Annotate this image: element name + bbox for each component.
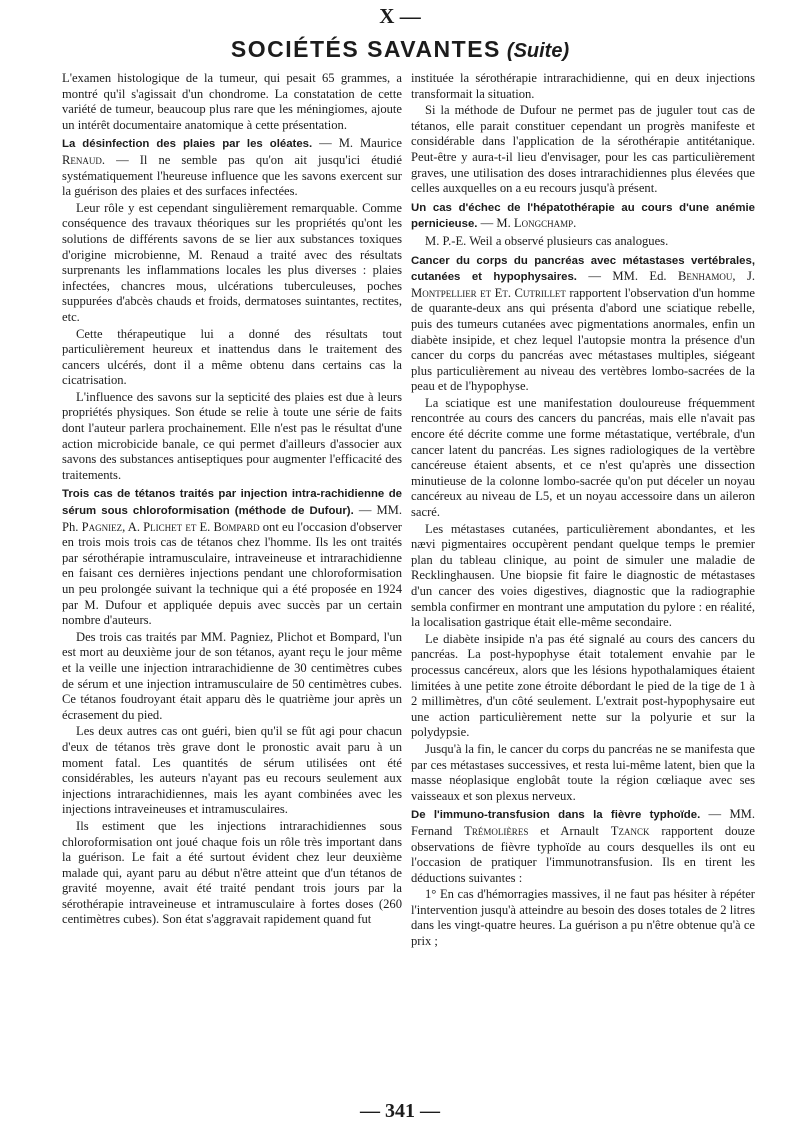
section-author-prefix: — MM. Ed.: [576, 269, 678, 284]
section-heading: Cancer du corps du pancréas avec métastases vertébrales, cutanées et hypophysaires.: [411, 254, 755, 284]
paragraph: M. P.-E. Weil a observé plusieurs cas analogues.: [425, 233, 669, 248]
section-author-prefix: — MM. Ph.: [62, 503, 402, 534]
section-author: Benhamou, J. Montpellier et Et. Cutrillet: [411, 269, 755, 300]
section-immuno-transfusion: [411, 807, 755, 886]
section-author: Tzanck: [610, 823, 650, 838]
left-column: [62, 71, 402, 1101]
paragraph: Le diabète insipide n'a pas été signalé au cours des cancers du pancréas. La post-hypophyse était totalement envahie par le processus cancéreux, alors que les lésions hypothalamiques étaient limitées à une petite zone étroite débordant le pied de la tige de 1 à 2 millimètres, d'un côté seulement. L'extrait post-hypophysaire eut une action particulièrement nette sur la polyurie et sur la polydypsie.: [411, 631, 755, 740]
section-heading: Trois cas de tétanos traités par injection intra-rachidienne de sérum sous chloroformisation (méthode de Dufour).: [62, 488, 402, 518]
section-author: Trémolières: [464, 823, 529, 838]
paragraph: Ils estiment que les injections intrarachidiennes sous chloroformisation ont joué chaque fois un rôle très important dans la guérison. Le fait a été surtout évident chez leur deuxième malade qui, ayant paru au début n'être atteint que d'un tétanos de gravité moyenne, avait été traité pendant trois jours par la sérothérapie intraveineuse et intramusculaire à fortes doses (260 centimètres cubes). Son état s'aggravait rapidement quand fut: [62, 818, 402, 927]
paragraph: Jusqu'à la fin, le cancer du corps du pancréas ne se manifesta que par ces métastases successives, et resta lui-même latent, bien que la masse néoplasique englobât toute la région cœliaque avec ses vaisseaux et son plexus nerveux.: [411, 741, 755, 803]
section-author-prefix: — MM. Fernand: [411, 807, 755, 838]
section-text: ont eu l'occasion d'observer en trois mois trois cas de tétanos chez l'homme. Ils les ont traités par sérothérapie intramusculaire, intraveineuse et intrarachidienne en faisant ces dernières injections pendant une chloroformisation un peu prolongée suivant la technique qui a été proposée en 1924 par M. Dufour et appliquée depuis avec succès par un certain nombre d'auteurs.: [62, 519, 402, 628]
section-text: rapportent l'observation d'un homme de quarante-deux ans qui présenta d'abord une sciatique rebelle, puis des tumeurs cutanées avec pigmentations anormales, enfin un diabète insipide, et chez lequel l'autopsie montra la présence d'un cancer du corps du pancréas avec métastases multiples, siégeant plus particulièrement au niveau des vertèbres lombo-sacrées de la peau et de l'hypophyse.: [411, 285, 755, 394]
paragraph: Les deux autres cas ont guéri, bien qu'il se fût agi pour chacun d'eux de tétanos très grave dont le pronostic avait paru à un moment fatal. Les quantités de sérum utilisées ont été considérables, les auteurs n'ayant pas eu recours seulement aux injections intrarachidiennes, mais les ayant combinées avec les injections intraveineuses et intramusculaires.: [62, 724, 402, 817]
section-hepatotherapie: [411, 200, 755, 233]
page-number: — 341 —: [360, 1100, 440, 1122]
paragraph: Si la méthode de Dufour ne permet pas de juguler tout cas de tétanos, elle parait constituer cependant un progrès manifeste et considérable dans l'application de la sérothérapie antitétanique. Peut-être y aura-t-il lieu d'envisager, pour les cas particulièrement graves, une utilisation des doses intrarachidiennes plus élevées que celles auxquelles on a eu recours jusqu'à présent.: [411, 103, 755, 196]
section-author: Pagniez, A. Plichet et E. Bompard: [81, 519, 260, 534]
page-title-suite: (Suite): [506, 40, 570, 62]
section-tumeur-oleates: [62, 136, 402, 199]
section-heading: Un cas d'échec de l'hépatothérapie au cours d'une anémie pernicieuse.: [411, 201, 755, 231]
paragraph: Leur rôle y est cependant singulièrement remarquable. Comme conséquence des travaux théoriques sur les propriétés qu'ont les solutions de différents savons de se lier aux substances toxiques d'origine microbienne, M. Renaud a traité avec des résultats surprenants les inflammations locales les plus diverses : plaies infectées, chancres mous, ulcérations tuberculeuses, poches suppurées d'abcès chauds et froids, dermatoses suintantes, rectites, etc.: [62, 200, 402, 324]
section-author-prefix: — M.: [477, 216, 514, 231]
section-author-joiner: et Arnault: [528, 823, 611, 838]
section-author: Renaud: [62, 152, 102, 167]
right-column: [411, 71, 755, 1101]
section-author-prefix: — M. Maurice: [319, 136, 402, 151]
section-end: .: [573, 216, 577, 231]
paragraph: Les métastases cutanées, particulièrement abondantes, et les nævi pigmentaires occupèrent pendant quelque temps le premier plan du tableau clinique, au point de simuler une maladie de Recklinghausen. Une biopsie fit faire le diagnostic de métastases d'un cancer des voies digestives, diagnostic que la radiographie sembla confirmer en montrant une amputation du pylore : en réalité, la localisation gastrique était elle-même secondaire.: [411, 521, 755, 630]
paragraph: L'influence des savons sur la septicité des plaies est due à leurs propriétés physiques. Son étude se relie à toute une série de faits dont l'auteur parlera prochainement. Elle n'est pas le résultat d'une action microbicide banale, ce qui permet d'ailleurs d'associer aux savons des substances antiseptiques pour augmenter l'efficacité des traitements.: [62, 389, 402, 482]
page-title: [0, 36, 800, 63]
section-text: rapportent douze observations de fièvre typhoïde au cours desquelles ils ont eu l'occasion de pratiquer l'immunotransfusion. Ils en tirent les déductions suivantes :: [411, 823, 755, 885]
section-pancreas: [411, 253, 755, 395]
paragraph: 1° En cas d'hémorragies massives, il ne faut pas hésiter à répéter l'intervention jusqu'à atteindre au besoin des doses totales de 2 litres dans les vingt-quatre heures. La guérison a pu n'être obtenue qu'à ce prix ;: [411, 887, 755, 949]
paragraph: Cette thérapeutique lui a donné des résultats tout particulièrement heureux et inattendus dans le traitement des cancers ulcérés, dont il a même obtenu dans certains cas la cicatrisation.: [62, 326, 402, 388]
page-title-text: SOCIÉTÉS SAVANTES: [230, 36, 501, 62]
section-mark: X —: [379, 4, 421, 28]
paragraph: L'examen histologique de la tumeur, qui pesait 65 grammes, a montré qu'il s'agissait d'un chondrome. La constatation de cette variété de tumeur, beaucoup plus rare que les méningiomes, ajoute un intérêt documentaire anatomique à cette présentation.: [62, 71, 402, 132]
section-tetanos: [62, 486, 402, 628]
section-author: Longchamp: [513, 216, 574, 231]
paragraph: La sciatique est une manifestation douloureuse fréquemment rencontrée au cours des cancers du pancréas, mais elle n'avait pas encore été décrite comme une forme métastatique, vertébrale, d'un cancer latent du pancréas. Les signes radiologiques de la vertèbre cancéreuse étaient absents, et ce n'est qu'après une dissection minutieuse de la colonne lombo-sacrée qu'on put déceler un noyau cancéreux au niveau de L5, et un noyau accessoire dans un aileron sacré.: [411, 395, 755, 520]
section-heading: De l'immuno-transfusion dans la fièvre typhoïde.: [411, 809, 701, 822]
section-text: . — Il ne semble pas qu'on ait jusqu'ici étudié systématiquement l'heureuse influence que les savons exercent sur la guérison des plaies et des surfaces infectées.: [62, 152, 402, 199]
paragraph: Des trois cas traités par MM. Pagniez, Plichot et Bompard, l'un est mort au deuxième jour de son tétanos, ayant reçu le jour même et la veille une injection intrarachidienne de 30 centimètres cubes de sérum et une injection intramusculaire de 50 centimètres cubes. Ce tétanos foudroyant était apparu dès le quatrième jour après un écrasement du pied.: [62, 629, 402, 722]
paragraph: instituée la sérothérapie intrarachidienne, qui en deux injections transformait la situation.: [411, 71, 755, 101]
section-heading: La désinfection des plaies par les oléates.: [62, 138, 313, 151]
